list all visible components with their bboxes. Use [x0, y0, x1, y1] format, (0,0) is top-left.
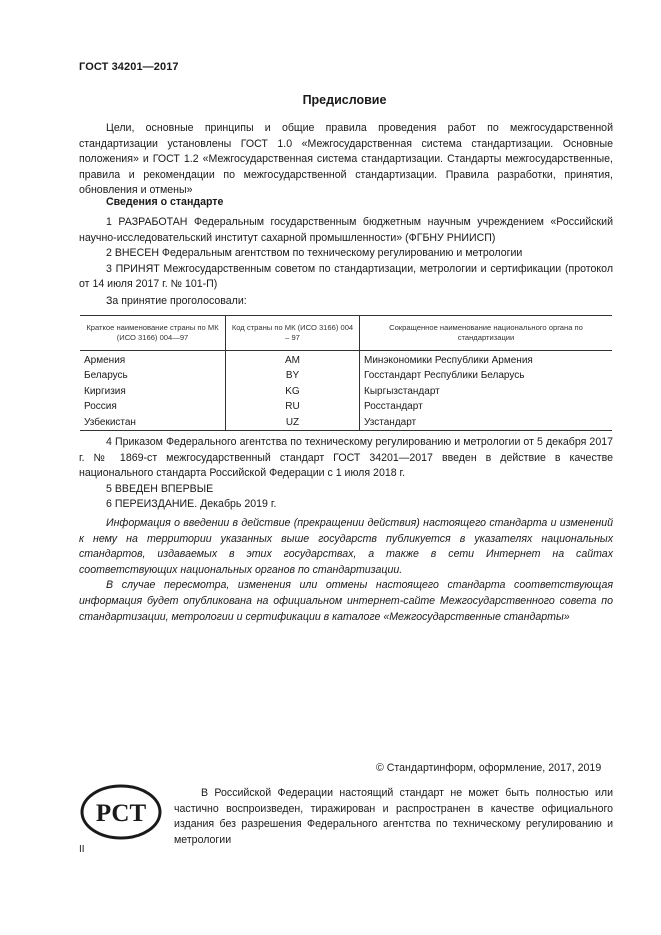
country-code: UZ — [226, 415, 360, 431]
table-header-country: Краткое наименование страны по МК (ИСО 3166) 004—97 — [80, 316, 226, 351]
standards-body: Минэкономики Республики Армения — [364, 355, 533, 366]
table-row — [80, 384, 612, 399]
section-heading: Сведения о стандарте — [106, 196, 224, 208]
table-row — [80, 368, 612, 383]
copyright-notice — [174, 786, 613, 848]
document-header-id: ГОСТ 34201—2017 — [79, 61, 179, 73]
voted-label: За принятие проголосовали: — [106, 295, 247, 307]
info-note-revision: В случае пересмотра, изменения или отмены настоящего стандарта соответствующая информация будет опубликована на официальном интернет-сайте Межгосударственного совета по стандартизации, метрологии и сертификации в каталоге «Межгосударственные стандарты» — [79, 579, 613, 623]
notice-text: В Российской Федерации настоящий стандарт не может быть полностью или частично воспроизведен, тиражирован и распространен в качестве официального издания без разрешения Федерального агентства по техническому регулированию и метрологии — [174, 787, 613, 846]
item-developed: 1 РАЗРАБОТАН Федеральным государственным бюджетным научным учреждением «Российский научно-исследовательский институт сахарной промышленности» (ФГБНУ РНИИСП) — [79, 216, 613, 244]
standards-body: Росстандарт — [364, 401, 423, 413]
voting-countries-table — [80, 315, 612, 431]
enactment-list — [79, 435, 613, 513]
page-title: Предисловие — [302, 93, 387, 107]
country-name: Россия — [80, 399, 226, 414]
intro-text: Цели, основные принципы и общие правила проведения работ по межгосударственной стандартизации установлены ГОСТ 1.0 «Межгосударственная система стандартизации. Основные положения» и ГОСТ 1.2 «Межгосударственная система стандартизации. Стандарты межгосударственные, правила и рекомендации по межгосударственной стандартизации. Правила разработки, принятия, обновления и отмены» — [79, 122, 613, 197]
item-adopted: 3 ПРИНЯТ Межгосударственным советом по стандартизации, метрологии и сертификации (протокол от 14 июля 2017 г. № 101-П) — [79, 262, 613, 291]
copyright-line: © Стандартинформ, оформление, 2017, 2019 — [376, 762, 602, 774]
item-introduced: 2 ВНЕСЕН Федеральным агентством по техническому регулированию и метрологии — [106, 247, 523, 260]
voted-label-block — [79, 294, 613, 310]
country-code: BY — [226, 368, 360, 383]
country-name: Беларусь — [80, 368, 226, 383]
info-notes — [79, 516, 613, 625]
standard-info-list — [79, 215, 613, 293]
standards-body: Узстандарт — [360, 415, 613, 431]
info-note-publication: Информация о введении в действие (прекращении действия) настоящего стандарта и изменений к нему на территории указанных выше государств публикуется в указателях национальных стандартов, издаваемых в этих государствах, а также в сети Интернет на сайтах соответствующих национальных органов по стандартизации. — [79, 517, 613, 576]
table-header-row — [80, 316, 612, 351]
item-reissue: 6 ПЕРЕИЗДАНИЕ. Декабрь 2019 г. — [106, 498, 277, 511]
country-name: Киргизия — [80, 384, 226, 399]
item-first-time: 5 ВВЕДЕН ВПЕРВЫЕ — [106, 482, 214, 495]
country-name: Армения — [80, 351, 226, 369]
country-code: KG — [226, 384, 360, 399]
logo-mark-text: РСТ — [95, 800, 147, 827]
intro-paragraph — [79, 121, 613, 199]
table-row — [80, 351, 612, 369]
standards-body: Кыргызстандарт — [364, 385, 440, 397]
table-row — [80, 399, 612, 414]
page-number: II — [79, 844, 85, 855]
country-code: RU — [226, 399, 360, 414]
rst-certification-mark-icon — [80, 784, 162, 845]
table-row — [80, 415, 612, 431]
country-name: Узбекистан — [80, 415, 226, 431]
table-header-body: Сокращенное наименование национального органа по стандартизации — [360, 316, 613, 351]
standards-body: Госстандарт Республики Беларусь — [364, 370, 525, 382]
table-header-code: Код страны по МК (ИСО 3166) 004 – 97 — [226, 316, 360, 351]
item-order: 4 Приказом Федерального агентства по техническому регулированию и метрологии от 5 декабря 2017 г. № 1869-ст межгосударственный стандарт ГОСТ 34201—2017 введен в действие в качестве национального стандарта Российской Федерации с 1 июля 2018 г. — [79, 436, 613, 480]
country-code: AM — [226, 351, 360, 369]
